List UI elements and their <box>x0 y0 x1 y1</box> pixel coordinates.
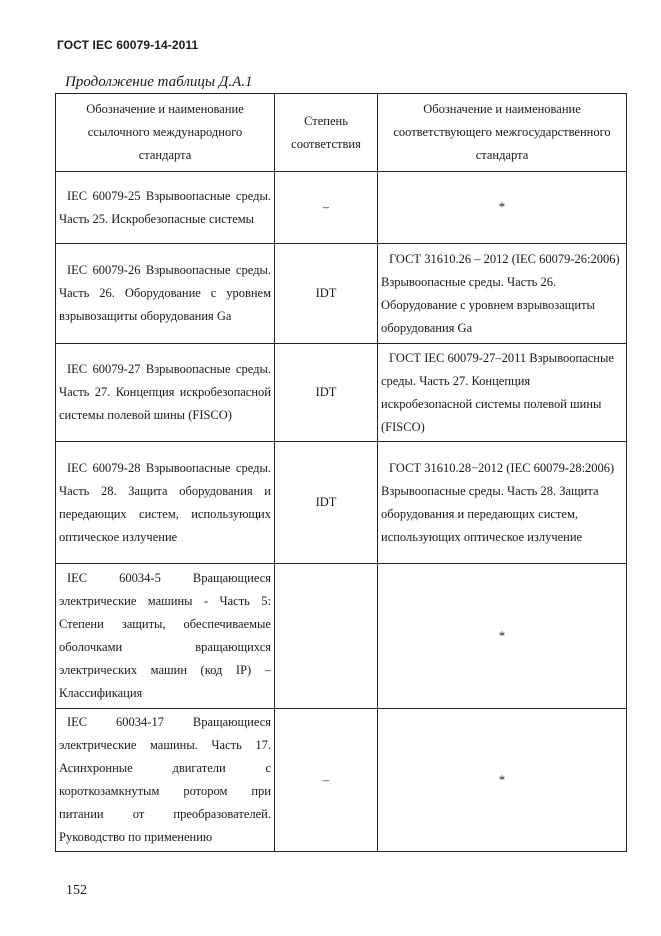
interstate-standard-cell: * <box>378 564 627 709</box>
degree-cell: – <box>275 172 378 244</box>
international-standard-cell: IEC 60034-17 Вращающиеся электрические машины. Часть 17. Асинхронные двигатели с короткозамкнутым ротором при питании от преобразователей. Руководство по применению <box>56 709 275 852</box>
interstate-standard-cell: * <box>378 709 627 852</box>
column-header-degree: Степень соответствия <box>275 94 378 172</box>
degree-cell <box>275 564 378 709</box>
standards-table <box>55 93 627 852</box>
degree-cell: IDT <box>275 244 378 344</box>
table-caption: Продолжение таблицы Д.А.1 <box>65 74 253 90</box>
table-row <box>56 344 627 442</box>
page-number: 152 <box>66 883 87 898</box>
document-code: ГОСТ IEC 60079-14-2011 <box>57 38 199 52</box>
international-standard-cell: IEC 60079-28 Взрывоопасные среды. Часть 28. Защита оборудования и передающих систем, использующих оптическое излучение <box>56 442 275 564</box>
table-row <box>56 172 627 244</box>
table-row <box>56 709 627 852</box>
column-header-international: Обозначение и наименование ссылочного международного стандарта <box>56 94 275 172</box>
international-standard-cell: IEC 60034-5 Вращающиеся электрические машины - Часть 5: Степени защиты, обеспечиваемые оболочками вращающихся электрических машин (код IP) – Классификация <box>56 564 275 709</box>
table-header-row <box>56 94 627 172</box>
interstate-standard-cell: ГОСТ IEC 60079-27–2011 Взрывоопасные среды. Часть 27. Концепция искробезопасной системы полевой шины (FISCO) <box>378 344 627 442</box>
column-header-interstate: Обозначение и наименование соответствующего межгосударственного стандарта <box>378 94 627 172</box>
interstate-standard-cell: ГОСТ 31610.28−2012 (IEC 60079-28:2006) Взрывоопасные среды. Часть 28. Защита оборудования и передающих систем, использующих оптическое излучение <box>378 442 627 564</box>
table-row <box>56 442 627 564</box>
degree-cell: IDT <box>275 442 378 564</box>
interstate-standard-cell: * <box>378 172 627 244</box>
table-row <box>56 564 627 709</box>
degree-cell: IDT <box>275 344 378 442</box>
international-standard-cell: IEC 60079-26 Взрывоопасные среды. Часть 26. Оборудование с уровнем взрывозащиты оборудования Ga <box>56 244 275 344</box>
interstate-standard-cell: ГОСТ 31610.26 – 2012 (IEC 60079-26:2006) Взрывоопасные среды. Часть 26. Оборудование с уровнем взрывозащиты оборудования Ga <box>378 244 627 344</box>
international-standard-cell: IEC 60079-25 Взрывоопасные среды. Часть 25. Искробезопасные системы <box>56 172 275 244</box>
international-standard-cell: IEC 60079-27 Взрывоопасные среды. Часть 27. Концепция искробезопасной системы полевой шины (FISCO) <box>56 344 275 442</box>
degree-cell: – <box>275 709 378 852</box>
table-row <box>56 244 627 344</box>
